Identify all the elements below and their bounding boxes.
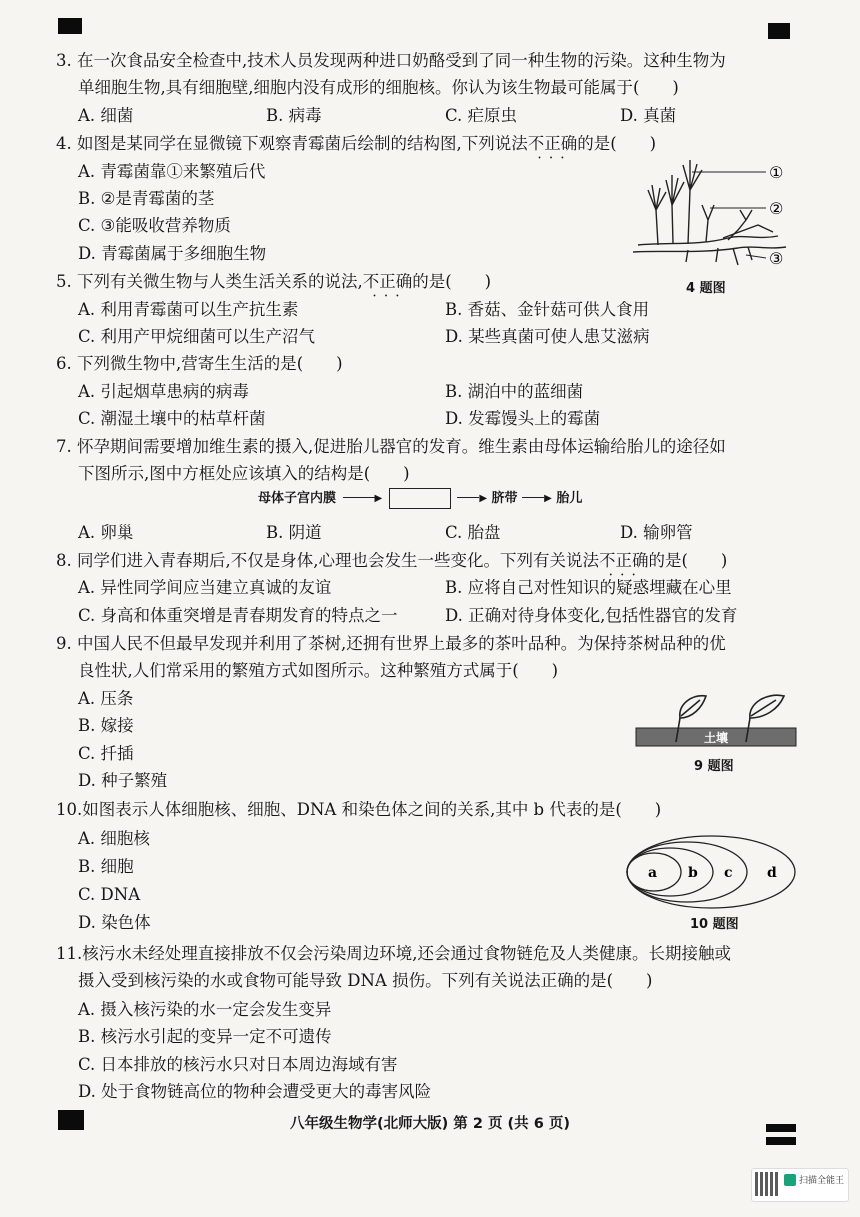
question-10-option-a: A. 细胞核 bbox=[78, 829, 150, 848]
question-7-option-d: D. 输卵管 bbox=[620, 523, 693, 542]
scanner-logo-icon bbox=[784, 1174, 796, 1186]
flow-blank-box bbox=[389, 488, 451, 509]
figure-10-caption: 10 题图 bbox=[690, 917, 739, 932]
registration-mark-top-left bbox=[58, 18, 82, 34]
question-3-option-c: C. 疟原虫 bbox=[445, 106, 518, 125]
figure4-label-2: ② bbox=[769, 199, 784, 218]
figure4-label-3: ③ bbox=[769, 249, 784, 268]
question-4-stem-post: 的是( ) bbox=[577, 134, 657, 153]
flow-start: 母体子宫内膜 bbox=[258, 491, 337, 506]
figure-9-soil-label: 土壤 bbox=[704, 731, 729, 745]
question-4-option-c: C. ③能吸收营养物质 bbox=[78, 216, 231, 235]
question-11-option-d: D. 处于食物链高位的物种会遭受更大的毒害风险 bbox=[78, 1082, 432, 1101]
question-7-line-1: 7. 怀孕期间需要增加维生素的摄入,促进胎儿器官的发育。维生素由母体运输给胎儿的途径如 bbox=[56, 437, 726, 456]
question-6-option-d: D. 发霉馒头上的霉菌 bbox=[445, 409, 601, 428]
question-4-emphasis: 不正确 • • • bbox=[528, 134, 578, 153]
question-3-option-a: A. 细菌 bbox=[78, 106, 134, 125]
scanner-watermark bbox=[751, 1168, 849, 1202]
question-5-stem bbox=[56, 268, 491, 295]
question-8-stem-pre: 8. 同学们进入青春期后,不仅是身体,心理也会发生一些变化。下列有关说法 bbox=[56, 551, 599, 570]
question-8-emphasis: 不正确 • • • bbox=[599, 551, 649, 570]
figure10-label-a: a bbox=[648, 865, 658, 881]
question-3-line-1: 3. 在一次食品安全检查中,技术人员发现两种进口奶酪受到了同一种生物的污染。这种生物为 bbox=[56, 51, 726, 70]
question-7-line-2: 下图所示,图中方框处应该填入的结构是( ) bbox=[78, 464, 410, 483]
figure4-label-1: ① bbox=[769, 163, 784, 182]
flow-arrow-2 bbox=[457, 497, 479, 498]
flow-arrow-3 bbox=[522, 497, 544, 498]
question-4-option-b: B. ②是青霉菌的茎 bbox=[78, 189, 215, 208]
question-11-option-a: A. 摄入核污染的水一定会发生变异 bbox=[78, 1000, 332, 1019]
question-11-option-c: C. 日本排放的核污水只对日本周边海域有害 bbox=[78, 1055, 398, 1074]
question-8-option-d: D. 正确对待身体变化,包括性器官的发育 bbox=[445, 606, 738, 625]
question-4-stem bbox=[56, 130, 656, 157]
question-8-option-a: A. 异性同学间应当建立真诚的友谊 bbox=[78, 578, 332, 597]
question-10-option-b: B. 细胞 bbox=[78, 857, 134, 876]
figure-9-caption: 9 题图 bbox=[694, 759, 734, 774]
question-4-stem-pre: 4. 如图是某同学在显微镜下观察青霉菌后绘制的结构图,下列说法 bbox=[56, 134, 528, 153]
question-7-flow-diagram: 母体子宫内膜 ▶ ▶ 脐带 ▶ 胎儿 bbox=[258, 487, 582, 509]
question-5-option-a: A. 利用青霉菌可以生产抗生素 bbox=[78, 300, 299, 319]
question-5-option-b: B. 香菇、金针菇可供人食用 bbox=[445, 300, 650, 319]
question-9-line-1: 9. 中国人民不但最早发现并利用了茶树,还拥有世界上最多的茶叶品种。为保持茶树品种的优 bbox=[56, 634, 726, 653]
figure10-label-c: c bbox=[724, 865, 733, 881]
registration-mark-top-right bbox=[768, 23, 790, 39]
question-5-option-d: D. 某些真菌可使人患艾滋病 bbox=[445, 327, 650, 346]
question-11-option-b: B. 核污水引起的变异一定不可遗传 bbox=[78, 1027, 332, 1046]
question-3-option-d: D. 真菌 bbox=[620, 106, 677, 125]
question-8-option-c: C. 身高和体重突增是青春期发育的特点之一 bbox=[78, 606, 398, 625]
registration-mark-bottom-right-2 bbox=[766, 1137, 796, 1145]
question-9-line-2: 良性状,人们常采用的繁殖方式如图所示。这种繁殖方式属于( ) bbox=[78, 661, 559, 680]
question-8-stem-post: 的是( ) bbox=[648, 551, 728, 570]
question-5-stem-post: 的是( ) bbox=[412, 272, 492, 291]
question-10-option-c: C. DNA bbox=[78, 885, 141, 904]
qr-code-icon bbox=[755, 1172, 779, 1196]
question-7-option-c: C. 胎盘 bbox=[445, 523, 501, 542]
question-7-option-a: A. 卵巢 bbox=[78, 523, 134, 542]
question-10-stem: 10.如图表示人体细胞核、细胞、DNA 和染色体之间的关系,其中 b 代表的是( ) bbox=[56, 800, 662, 819]
question-4-option-a: A. 青霉菌靠①来繁殖后代 bbox=[78, 162, 266, 181]
question-5-emphasis: 不正确 • • • bbox=[363, 272, 413, 291]
question-8-stem bbox=[56, 547, 727, 574]
question-9-option-b: B. 嫁接 bbox=[78, 716, 134, 735]
nested-ellipses-figure bbox=[624, 833, 800, 911]
question-9-option-c: C. 扦插 bbox=[78, 744, 134, 763]
question-11-line-1: 11.核污水未经处理直接排放不仅会污染周边环境,还会通过食物链危及人类健康。长期接触或 bbox=[56, 944, 731, 963]
scanner-badge-text: 扫描全能王 bbox=[799, 1176, 845, 1186]
question-9-option-d: D. 种子繁殖 bbox=[78, 771, 168, 790]
penicillium-figure bbox=[628, 150, 798, 275]
question-3-option-b: B. 病毒 bbox=[266, 106, 322, 125]
question-6-stem: 6. 下列微生物中,营寄生生活的是( ) bbox=[56, 354, 343, 373]
flow-middle: 脐带 bbox=[491, 491, 518, 506]
question-5-option-c: C. 利用产甲烷细菌可以生产沼气 bbox=[78, 327, 316, 346]
question-6-option-c: C. 潮湿土壤中的枯草杆菌 bbox=[78, 409, 266, 428]
question-3-line-2: 单细胞生物,具有细胞壁,细胞内没有成形的细胞核。你认为该生物最可能属于( ) bbox=[78, 78, 679, 97]
question-8-option-b: B. 应将自己对性知识的疑惑埋藏在心里 bbox=[445, 578, 732, 597]
figure-4-caption: 4 题图 bbox=[686, 281, 726, 296]
question-7-option-b: B. 阴道 bbox=[266, 523, 322, 542]
flow-end: 胎儿 bbox=[556, 491, 583, 506]
figure10-label-b: b bbox=[688, 865, 698, 881]
flow-arrow-1 bbox=[343, 497, 375, 498]
question-5-stem-pre: 5. 下列有关微生物与人类生活关系的说法, bbox=[56, 272, 363, 291]
page-footer: 八年级生物学(北师大版) 第 2 页 (共 6 页) bbox=[290, 1116, 570, 1132]
figure10-label-d: d bbox=[767, 865, 777, 881]
question-10-option-d: D. 染色体 bbox=[78, 913, 151, 932]
question-4-option-d: D. 青霉菌属于多细胞生物 bbox=[78, 244, 267, 263]
question-9-option-a: A. 压条 bbox=[78, 689, 134, 708]
question-6-option-a: A. 引起烟草患病的病毒 bbox=[78, 382, 249, 401]
question-6-option-b: B. 湖泊中的蓝细菌 bbox=[445, 382, 584, 401]
question-11-line-2: 摄入受到核污染的水或食物可能导致 DNA 损伤。下列有关说法正确的是( ) bbox=[78, 971, 653, 990]
